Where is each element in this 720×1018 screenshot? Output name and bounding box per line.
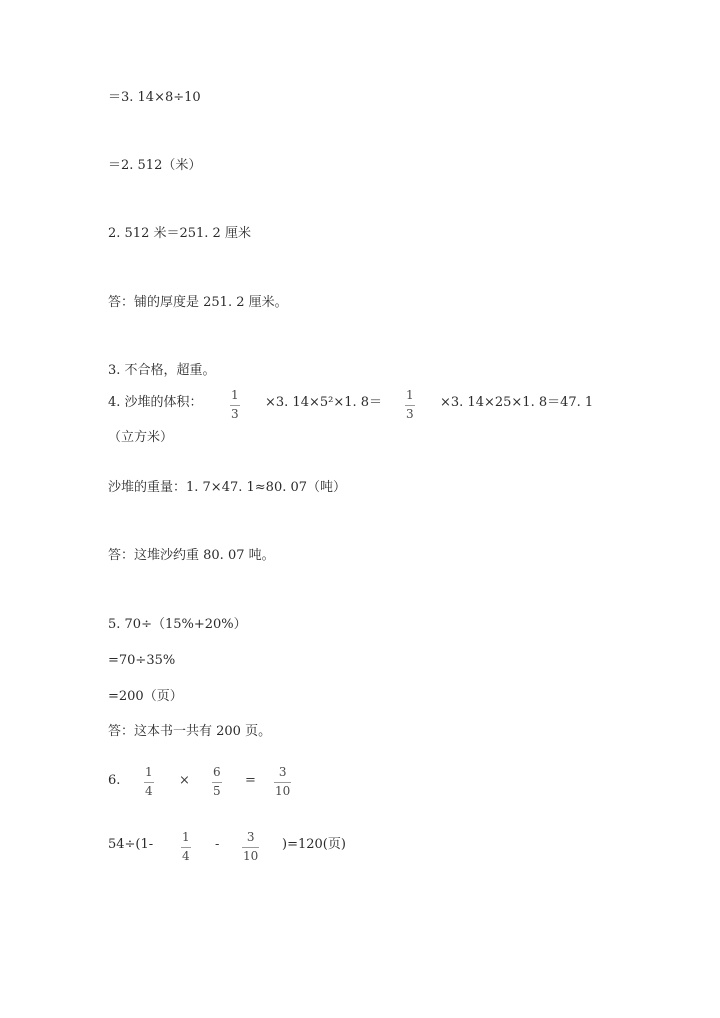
- q4-fraction-1: [230, 389, 240, 421]
- q4-fraction-2: [405, 389, 415, 421]
- calc-line-2: ＝2. 512（米）: [108, 158, 202, 173]
- q6-fraction-3-numerator: 3: [278, 765, 287, 779]
- q6b-fraction-2: [242, 831, 259, 863]
- answer-line-3: 3. 不合格，超重。: [108, 363, 216, 378]
- q6-fraction-2-denominator: 5: [213, 784, 221, 798]
- q6b-suffix: )=120(页): [282, 837, 346, 852]
- q6-fraction-3-denominator: 10: [275, 784, 291, 798]
- q5-line-3: =200（页）: [108, 689, 183, 704]
- q6-fraction-1: [144, 766, 154, 798]
- conversion-line: 2. 512 米＝251. 2 厘米: [108, 226, 251, 241]
- q6b-fraction-2-denominator: 10: [243, 849, 259, 863]
- sand-weight-line: 沙堆的重量：1. 7×47. 1≈80. 07（吨）: [108, 480, 347, 495]
- calc-line-1: ＝3. 14×8÷10: [108, 90, 201, 105]
- q4-prefix: 4. 沙堆的体积：: [108, 395, 203, 410]
- q6-equals-sign: =: [245, 773, 256, 788]
- q4-middle-expression: ×3. 14×5²×1. 8＝: [265, 395, 383, 410]
- q6-label: 6.: [108, 773, 121, 788]
- q6-fraction-1-denominator: 4: [145, 784, 153, 798]
- q6-fraction-2: [212, 766, 222, 798]
- q4-fraction-2-numerator: 1: [406, 388, 414, 402]
- q6-fraction-1-numerator: 1: [145, 765, 153, 779]
- q6b-minus-sign: -: [215, 837, 220, 852]
- q6b-fraction-1-denominator: 4: [182, 849, 190, 863]
- q4-fraction-1-denominator: 3: [231, 407, 239, 421]
- answer-line-thickness: 答：铺的厚度是 251. 2 厘米。: [108, 295, 288, 310]
- q4-tail-expression: ×3. 14×25×1. 8＝47. 1: [440, 395, 594, 410]
- fraction-bar: [144, 782, 154, 783]
- q6-fraction-3: [274, 766, 291, 798]
- q6b-fraction-1: [181, 831, 191, 863]
- q5-line-2: =70÷35%: [108, 653, 176, 668]
- q4-fraction-1-numerator: 1: [231, 388, 239, 402]
- q6b-fraction-2-numerator: 3: [246, 830, 255, 844]
- fraction-bar: [274, 782, 291, 783]
- answer-line-pages: 答：这本书一共有 200 页。: [108, 724, 272, 739]
- fraction-bar: [405, 405, 415, 406]
- fraction-bar: [230, 405, 240, 406]
- q6b-prefix: 54÷(1-: [108, 837, 154, 852]
- answer-line-sand: 答：这堆沙约重 80. 07 吨。: [108, 548, 275, 563]
- q5-line-1: 5. 70÷（15%+20%）: [108, 617, 247, 632]
- unit-line: （立方米）: [108, 430, 174, 445]
- fraction-bar: [242, 847, 259, 848]
- fraction-bar: [212, 782, 222, 783]
- q6-fraction-2-numerator: 6: [213, 765, 221, 779]
- fraction-bar: [181, 847, 191, 848]
- q4-fraction-2-denominator: 3: [406, 407, 414, 421]
- q6b-fraction-1-numerator: 1: [182, 830, 190, 844]
- q6-times-sign: ×: [179, 773, 190, 788]
